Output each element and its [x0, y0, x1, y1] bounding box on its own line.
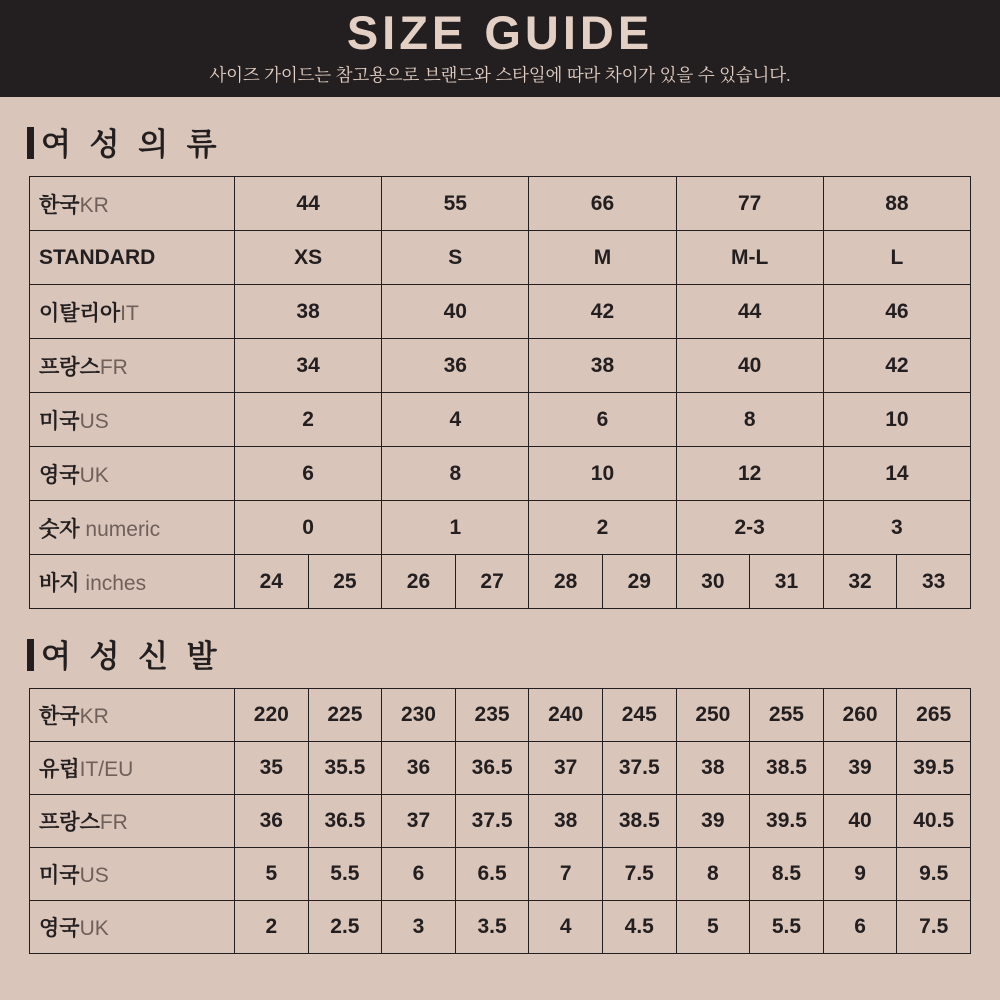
- table-cell: XS: [235, 231, 382, 285]
- apparel-table-body: [30, 177, 971, 609]
- row-label-en: inches: [79, 571, 147, 595]
- table-cell: 4: [382, 393, 529, 447]
- row-label: [30, 901, 235, 954]
- table-cell: 10: [823, 393, 970, 447]
- table-cell: 40.5: [897, 795, 971, 848]
- table-cell: 38: [529, 339, 676, 393]
- apparel-table-wrap: [0, 176, 1000, 609]
- row-label: [30, 231, 235, 285]
- heading-bar-icon: [27, 127, 34, 159]
- table-cell: 37.5: [602, 742, 676, 795]
- table-cell: 42: [823, 339, 970, 393]
- table-row: [30, 447, 971, 501]
- table-cell: 3.5: [455, 901, 529, 954]
- table-cell: 220: [235, 689, 309, 742]
- table-cell: 40: [676, 339, 823, 393]
- table-cell: 35.5: [308, 742, 382, 795]
- row-label-ko: 미국: [39, 864, 80, 887]
- table-row: [30, 848, 971, 901]
- table-cell: 36: [382, 742, 456, 795]
- table-cell: 55: [382, 177, 529, 231]
- table-cell: 0: [235, 501, 382, 555]
- row-label: [30, 689, 235, 742]
- table-cell: 36: [235, 795, 309, 848]
- row-label-ko: 한국: [39, 193, 80, 217]
- table-cell: 6: [382, 848, 456, 901]
- table-cell: 2: [529, 501, 676, 555]
- section-heading-apparel: [0, 119, 1000, 164]
- table-cell: 230: [382, 689, 456, 742]
- row-label-ko: 영국: [39, 463, 80, 487]
- section-heading-shoes: [0, 631, 1000, 676]
- row-label-ko: 유럽: [39, 758, 80, 781]
- row-label-ko: 영국: [39, 917, 80, 940]
- table-cell: 31: [750, 555, 824, 609]
- table-cell: 8.5: [750, 848, 824, 901]
- table-cell: 38.5: [602, 795, 676, 848]
- heading-bar-icon: [27, 639, 34, 671]
- table-cell: 5.5: [308, 848, 382, 901]
- table-cell: 88: [823, 177, 970, 231]
- row-label-ko: 한국: [39, 705, 80, 728]
- table-cell: 265: [897, 689, 971, 742]
- table-row: [30, 742, 971, 795]
- shoes-size-table: [29, 688, 971, 954]
- apparel-size-table: [29, 176, 971, 609]
- table-cell: L: [823, 231, 970, 285]
- table-cell: 6: [823, 901, 897, 954]
- table-cell: 225: [308, 689, 382, 742]
- table-cell: 26: [382, 555, 456, 609]
- table-cell: 8: [676, 393, 823, 447]
- table-cell: 39: [676, 795, 750, 848]
- table-cell: 2: [235, 393, 382, 447]
- table-row: [30, 795, 971, 848]
- table-cell: 25: [308, 555, 382, 609]
- table-cell: 7.5: [897, 901, 971, 954]
- row-label-ko: 프랑스: [39, 811, 100, 834]
- table-cell: 28: [529, 555, 603, 609]
- table-cell: M-L: [676, 231, 823, 285]
- table-cell: 4.5: [602, 901, 676, 954]
- table-cell: 27: [455, 555, 529, 609]
- table-cell: 38: [529, 795, 603, 848]
- table-cell: 5.5: [750, 901, 824, 954]
- table-cell: 2: [235, 901, 309, 954]
- section-title-shoes: 여 성 신 발: [41, 639, 222, 674]
- row-label: [30, 501, 235, 555]
- table-row: [30, 501, 971, 555]
- table-cell: 9.5: [897, 848, 971, 901]
- row-label-en: FR: [99, 811, 128, 834]
- table-row: [30, 689, 971, 742]
- table-cell: 40: [382, 285, 529, 339]
- table-cell: 12: [676, 447, 823, 501]
- table-cell: 38.5: [750, 742, 824, 795]
- table-cell: 245: [602, 689, 676, 742]
- table-row: [30, 339, 971, 393]
- table-cell: 255: [750, 689, 824, 742]
- table-cell: 8: [382, 447, 529, 501]
- page-header: [0, 0, 1000, 97]
- row-label: [30, 848, 235, 901]
- row-label-en: FR: [99, 355, 128, 379]
- table-cell: 4: [529, 901, 603, 954]
- table-cell: 44: [235, 177, 382, 231]
- row-label-en: IT/EU: [79, 758, 134, 781]
- table-cell: 36: [382, 339, 529, 393]
- table-cell: 39: [823, 742, 897, 795]
- row-label: [30, 447, 235, 501]
- table-cell: 6: [529, 393, 676, 447]
- table-cell: 38: [235, 285, 382, 339]
- row-label-ko: 프랑스: [39, 355, 100, 379]
- table-cell: 37: [382, 795, 456, 848]
- table-cell: 39.5: [750, 795, 824, 848]
- table-cell: 9: [823, 848, 897, 901]
- table-cell: 250: [676, 689, 750, 742]
- table-cell: 6.5: [455, 848, 529, 901]
- section-title-apparel: 여 성 의 류: [41, 127, 222, 162]
- table-cell: 37.5: [455, 795, 529, 848]
- row-label-en: KR: [79, 705, 109, 728]
- row-label: [30, 742, 235, 795]
- table-cell: 29: [602, 555, 676, 609]
- table-cell: 2-3: [676, 501, 823, 555]
- table-cell: 38: [676, 742, 750, 795]
- table-cell: 3: [823, 501, 970, 555]
- table-cell: 33: [897, 555, 971, 609]
- row-label: [30, 555, 235, 609]
- table-cell: 66: [529, 177, 676, 231]
- table-cell: S: [382, 231, 529, 285]
- table-cell: 5: [676, 901, 750, 954]
- table-cell: 260: [823, 689, 897, 742]
- table-cell: 77: [676, 177, 823, 231]
- row-label: [30, 393, 235, 447]
- row-label-ko: 바지: [39, 571, 80, 595]
- shoes-table-body: [30, 689, 971, 954]
- table-cell: 46: [823, 285, 970, 339]
- table-cell: 5: [235, 848, 309, 901]
- row-label-en: US: [79, 409, 109, 433]
- row-label-en: UK: [79, 917, 109, 940]
- table-cell: 34: [235, 339, 382, 393]
- table-row: [30, 555, 971, 609]
- row-label-ko: 숫자: [39, 517, 80, 541]
- table-row: [30, 177, 971, 231]
- table-row: [30, 231, 971, 285]
- page-subtitle: 사이즈 가이드는 참고용으로 브랜드와 스타일에 따라 차이가 있을 수 있습니다.: [209, 65, 791, 85]
- row-label-en: IT: [120, 301, 139, 325]
- table-cell: 37: [529, 742, 603, 795]
- table-cell: 44: [676, 285, 823, 339]
- shoes-table-wrap: [0, 688, 1000, 954]
- table-cell: 14: [823, 447, 970, 501]
- table-cell: 240: [529, 689, 603, 742]
- row-label-ko: 이탈리아: [39, 301, 121, 325]
- table-cell: 42: [529, 285, 676, 339]
- table-cell: 3: [382, 901, 456, 954]
- table-cell: 30: [676, 555, 750, 609]
- table-cell: 35: [235, 742, 309, 795]
- table-cell: 32: [823, 555, 897, 609]
- table-cell: 7: [529, 848, 603, 901]
- table-cell: 39.5: [897, 742, 971, 795]
- table-row: [30, 393, 971, 447]
- row-label-en: UK: [79, 463, 109, 487]
- table-cell: 2.5: [308, 901, 382, 954]
- row-label: [30, 795, 235, 848]
- table-cell: 1: [382, 501, 529, 555]
- row-label-en: numeric: [79, 517, 161, 541]
- page-title: SIZE GUIDE: [346, 6, 654, 59]
- table-cell: 7.5: [602, 848, 676, 901]
- row-label: [30, 177, 235, 231]
- table-cell: 8: [676, 848, 750, 901]
- table-cell: 10: [529, 447, 676, 501]
- table-cell: 6: [235, 447, 382, 501]
- table-cell: 235: [455, 689, 529, 742]
- table-cell: M: [529, 231, 676, 285]
- row-label: [30, 339, 235, 393]
- row-label-en: STANDARD: [39, 245, 156, 269]
- table-cell: 36.5: [308, 795, 382, 848]
- row-label: [30, 285, 235, 339]
- row-label-en: KR: [79, 193, 109, 217]
- table-cell: 24: [235, 555, 309, 609]
- table-cell: 40: [823, 795, 897, 848]
- row-label-ko: 미국: [39, 409, 80, 433]
- row-label-en: US: [79, 864, 109, 887]
- table-cell: 36.5: [455, 742, 529, 795]
- table-row: [30, 285, 971, 339]
- table-row: [30, 901, 971, 954]
